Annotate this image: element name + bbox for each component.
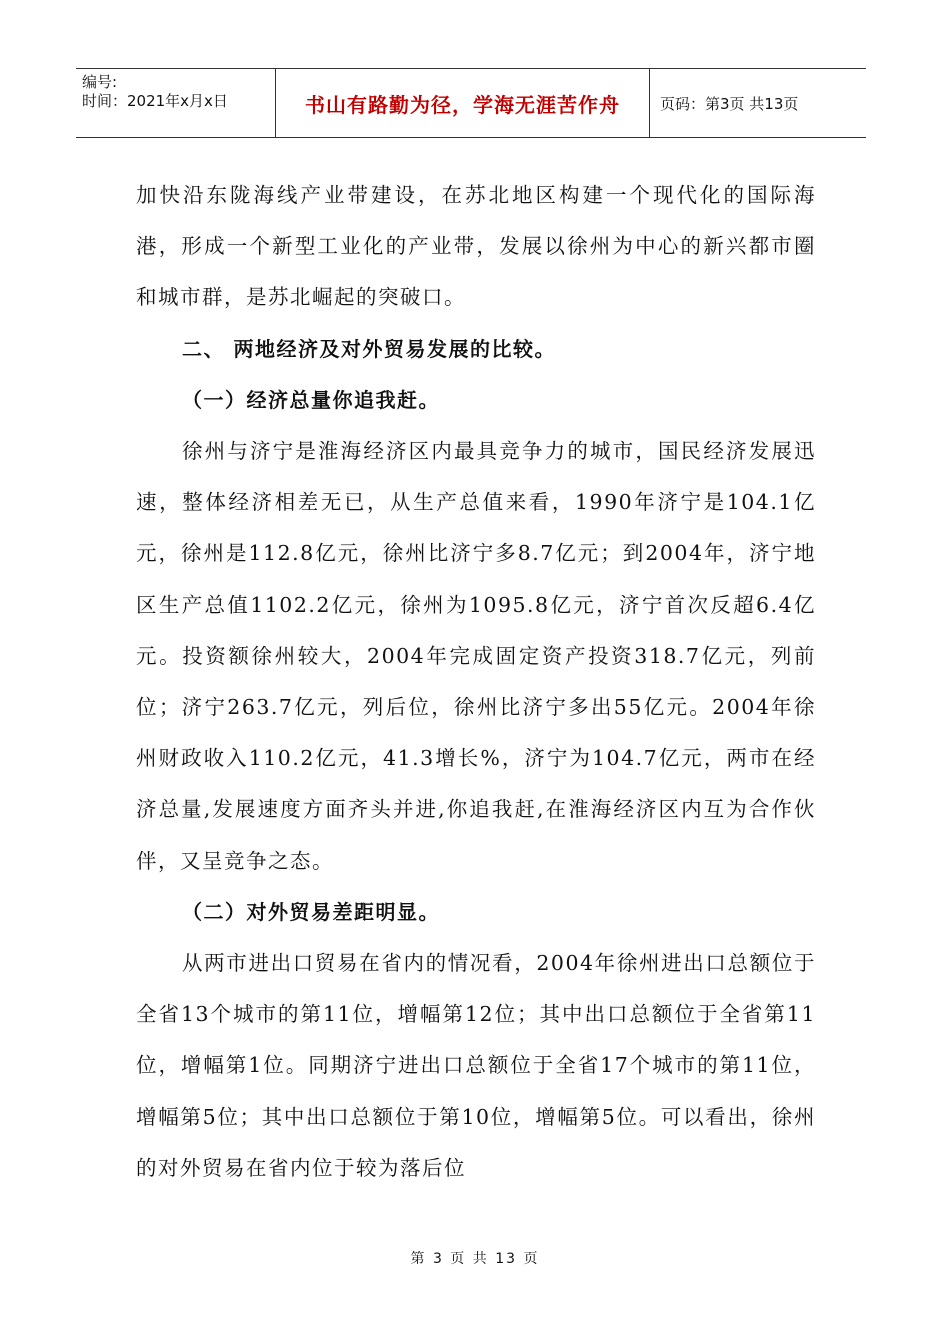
page-footer: 第 3 页 共 13 页 [410, 1251, 540, 1267]
number-label: 编号: [82, 73, 118, 91]
paragraph-economy: 徐州与济宁是淮海经济区内最具竞争力的城市，国民经济发展迅速，整体经济相差无已，从生产总值来看，1990年济宁是104.1亿元，徐州是112.8亿元，徐州比济宁多8.7亿元；到2004年，济宁地区生产总值1102.2亿元，徐州为1095.8亿元，济宁首次反超6.4亿元。投资额徐州较大，2004年完成固定资产投资318.7亿元，列前位；济宁263.7亿元，列后位，徐州比济宁多出55亿元。2004年徐州财政收入110.2亿元，41.3增长%，济宁为104.7亿元，两市在经济总量,发展速度方面齐头并进,你追我赶,在淮海经济区内互为合作伙伴，又呈竞争之态。 [136, 439, 816, 873]
subsection-heading-1: （一）经济总量你追我赶。 [182, 387, 440, 412]
header-meta [76, 69, 276, 137]
header-motto-cell [276, 69, 650, 137]
header-page-cell [650, 69, 866, 137]
header-page-label: 页码：第3页 共13页 [660, 94, 799, 113]
time-label: 时间：2021年x月x日 [82, 92, 228, 110]
subsection-heading-2: （二）对外贸易差距明显。 [182, 899, 440, 924]
page-header [76, 68, 866, 138]
paragraph-trade: 从两市进出口贸易在省内的情况看，2004年徐州进出口总额位于全省13个城市的第11位，增幅第12位；其中出口总额位于全省第11位，增幅第1位。同期济宁进出口总额位于全省17个城市的第11位，增幅第5位；其中出口总额位于第10位，增幅第5位。可以看出，徐州的对外贸易在省内位于较为落后位 [136, 951, 816, 1180]
paragraph-continued: 加快沿东陇海线产业带建设，在苏北地区构建一个现代化的国际海港，形成一个新型工业化的产业带，发展以徐州为中心的新兴都市圈和城市群，是苏北崛起的突破口。 [136, 183, 816, 310]
header-motto: 书山有路勤为径，学海无涯苦作舟 [305, 92, 620, 117]
section-heading: 二、 两地经济及对外贸易发展的比较。 [182, 336, 556, 361]
document-body [136, 170, 816, 1194]
